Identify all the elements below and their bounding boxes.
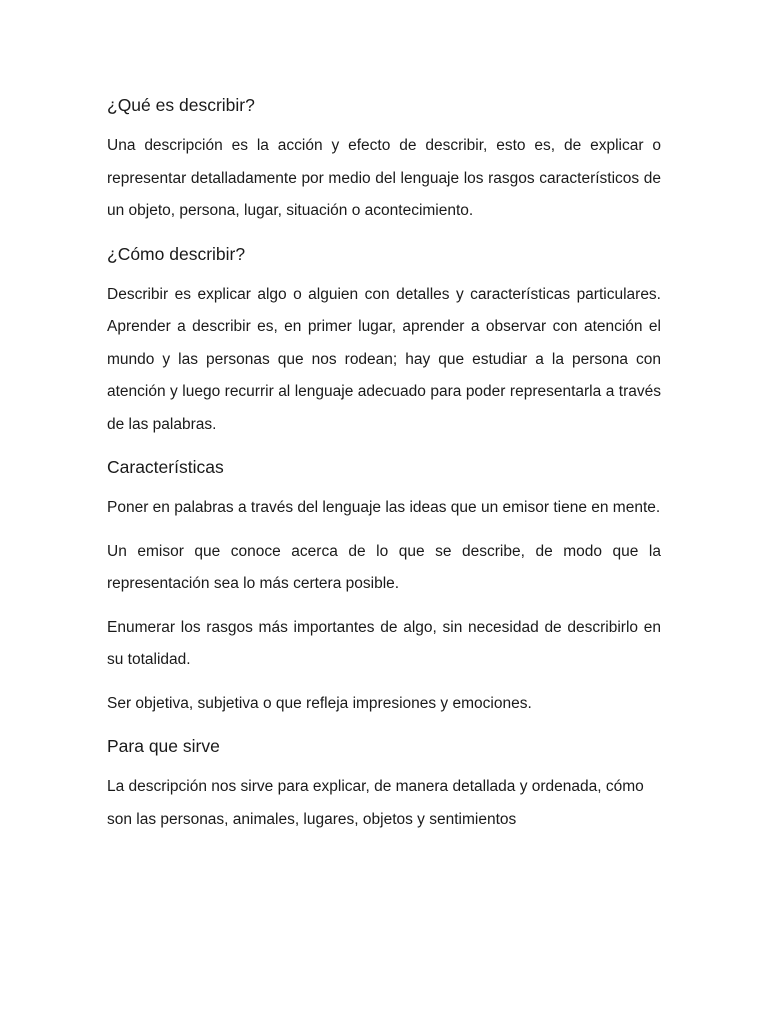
section-heading-caracteristicas: Características [107,457,224,477]
section-heading-que-es-describir: ¿Qué es describir? [107,95,255,115]
section-heading-para-que-sirve: Para que sirve [107,736,220,756]
section-paragraph: Describir es explicar algo o alguien con detalles y características particulares. Aprender a describir es, en primer lugar, aprender a observar con atención el mundo y las personas que nos rodean; hay que estudiar a la persona con atención y luego recurrir al lenguaje adecuado para poder representarla a través de las palabras. [107,285,661,433]
section-paragraph: Un emisor que conoce acerca de lo que se describe, de modo que la representación sea lo más certera posible. [107,542,661,592]
document-body [107,92,661,836]
section-paragraph: La descripción nos sirve para explicar, de manera detallada y ordenada, cómo son las personas, animales, lugares, objetos y sentimientos [107,778,644,828]
section-paragraph: Ser objetiva, subjetiva o que refleja impresiones y emociones. [107,694,532,712]
section-paragraph: Enumerar los rasgos más importantes de algo, sin necesidad de describirlo en su totalidad. [107,618,661,668]
section-paragraph: Una descripción es la acción y efecto de describir, esto es, de explicar o representar detalladamente por medio del lenguaje los rasgos característicos de un objeto, persona, lugar, situación o acontecimiento. [107,137,661,219]
section-paragraph: Poner en palabras a través del lenguaje las ideas que un emisor tiene en mente. [107,499,661,516]
section-heading-como-describir: ¿Cómo describir? [107,243,246,264]
